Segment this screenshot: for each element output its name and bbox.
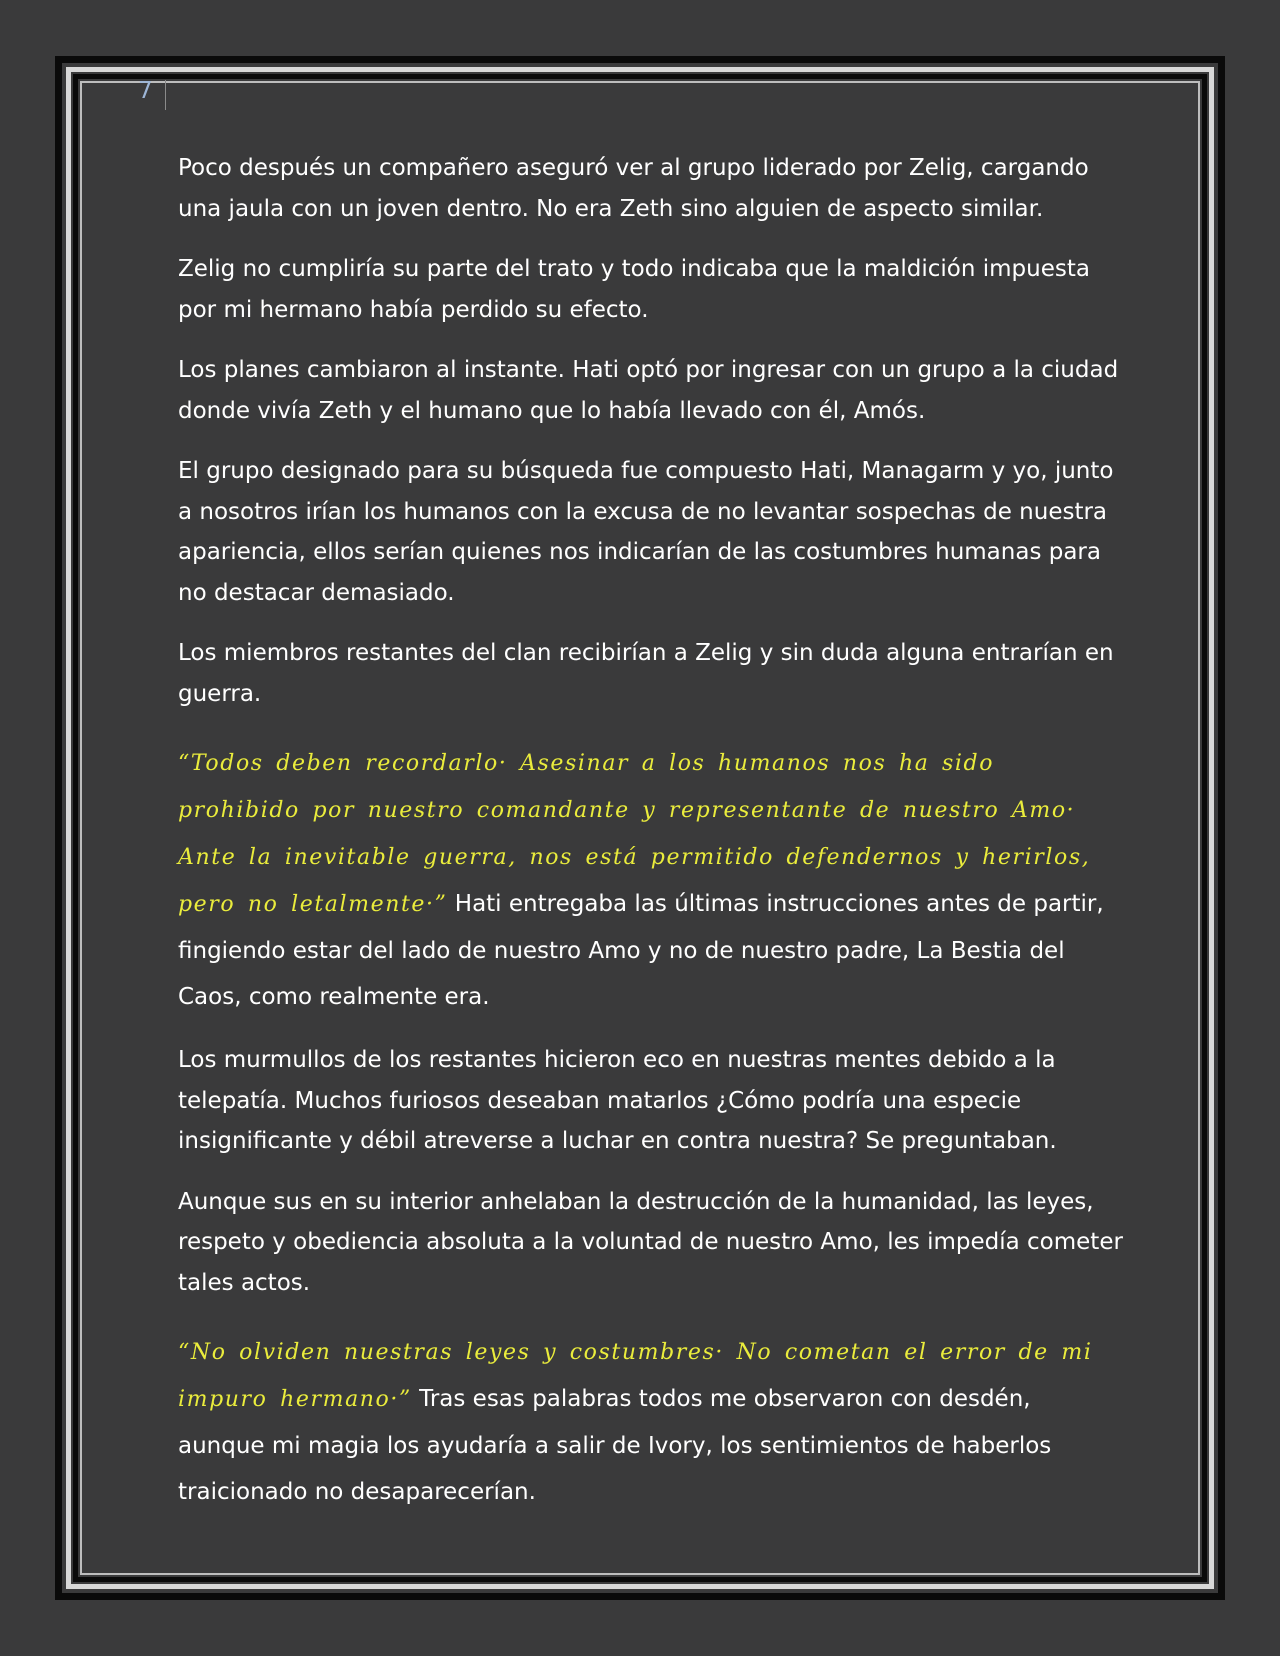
speech-quote-1: “Todos deben recordarlo· Asesinar a los humanos nos ha sido prohibido por nuestro comandante y representante de nuestro Amo· Ante la inevitable guerra, nos está permitido defendernos y herirlos, pero no letalmente·” [178, 751, 1091, 917]
paragraph-5: Los miembros restantes del clan recibirían a Zelig y sin duda alguna entrarían en guerra. [178, 640, 1114, 707]
page-number: 7 [138, 78, 153, 104]
paragraph-6: Los murmullos de los restantes hicieron eco en nuestras mentes debido a la telepatía. Muchos furiosos deseaban matarlos ¿Cómo podría una especie insignificante y débil atreverse a luchar en contra nuestra? Se preguntaban. [178, 1047, 1057, 1154]
paragraph-speech-1 [178, 740, 1123, 1020]
narration-2: Tras esas palabras todos me observaron con desdén, aunque mi magia los ayudaría a salir de Ivory, los sentimientos de haberlos traicionado no desaparecerían. [178, 1386, 1052, 1505]
page-number-divider [165, 80, 166, 110]
paragraph-1: Poco después un compañero aseguró ver al grupo liderado por Zelig, cargando una jaula con un joven dentro. No era Zeth sino alguien de aspecto similar. [178, 155, 1089, 222]
paragraph-2: Zelig no cumpliría su parte del trato y todo indicaba que la maldición impuesta por mi hermano había perdido su efecto. [178, 256, 1090, 323]
narration-1: Hati entregaba las últimas instrucciones antes de partir, fingiendo estar del lado de nuestro Amo y no de nuestro padre, La Bestia del Caos, como realmente era. [178, 891, 1104, 1010]
page-content [178, 148, 1123, 1535]
paragraph-speech-2 [178, 1329, 1123, 1515]
speech-quote-2: “No olviden nuestras leyes y costumbres· No cometan el error de mi impuro hermano·” [178, 1340, 1093, 1412]
paragraph-4: El grupo designado para su búsqueda fue compuesto Hati, Managarm y yo, junto a nosotros irían los humanos con la excusa de no levantar sospechas de nuestra apariencia, ellos serían quienes nos indicarían de las costumbres humanas para no destacar demasiado. [178, 458, 1114, 606]
paragraph-3: Los planes cambiaron al instante. Hati optó por ingresar con un grupo a la ciudad donde vivía Zeth y el humano que lo había llevado con él, Amós. [178, 357, 1119, 424]
paragraph-7: Aunque sus en su interior anhelaban la destrucción de la humanidad, las leyes, respeto y obediencia absoluta a la voluntad de nuestro Amo, les impedía cometer tales actos. [178, 1188, 1123, 1296]
